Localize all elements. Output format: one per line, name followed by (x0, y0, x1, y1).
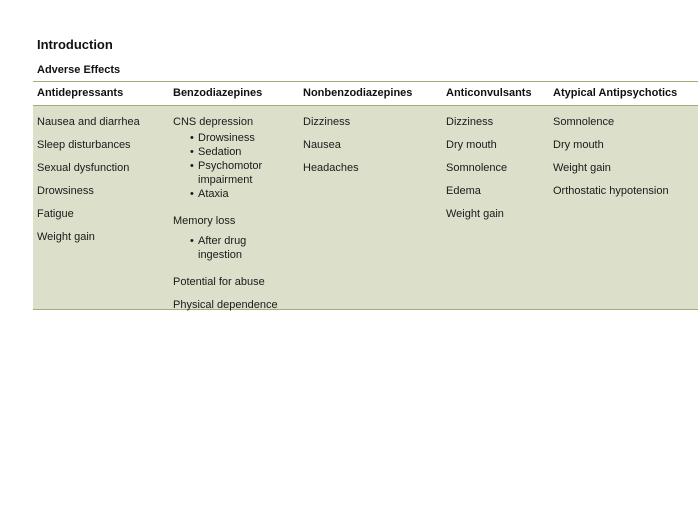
bullet-continuation: impairment (198, 174, 253, 186)
bullet-icon: • (190, 160, 194, 172)
bullet-icon: • (190, 146, 194, 158)
table-header-row (33, 81, 698, 106)
table-cell: Potential for abuse (173, 276, 265, 288)
bullet-icon: • (190, 235, 194, 247)
table-cell: Physical dependence (173, 299, 278, 311)
table-cell: Somnolence (446, 162, 508, 174)
table-cell: Orthostatic hypotension (553, 185, 669, 197)
table-cell: Nausea and diarrhea (37, 116, 140, 128)
table-cell: CNS depression (173, 116, 254, 128)
table-cell: Weight gain (446, 208, 504, 220)
table-cell: Dry mouth (446, 139, 497, 151)
table-cell: Headaches (303, 162, 359, 174)
bullet-icon: • (190, 132, 194, 144)
bullet-continuation: ingestion (198, 249, 243, 261)
table-cell: Memory loss (173, 215, 236, 227)
table-cell: Dizziness (303, 116, 351, 128)
bullet-list-item: • Psychomotor (190, 160, 263, 172)
header-benzodiazepines: Benzodiazepines (173, 87, 263, 99)
bullet-list-item: • Drowsiness (190, 132, 255, 144)
bullet-icon: • (190, 188, 194, 200)
table-cell: Dry mouth (553, 139, 604, 151)
table-cell: Weight gain (553, 162, 611, 174)
table-cell: Fatigue (37, 208, 74, 220)
table-cell: Somnolence (553, 116, 615, 128)
header-antidepressants: Antidepressants (37, 87, 124, 99)
table-cell: Sexual dysfunction (37, 162, 130, 174)
table-body (33, 106, 698, 310)
table-cell: Weight gain (37, 231, 95, 243)
header-nonbenzodiazepines: Nonbenzodiazepines (303, 87, 413, 99)
bullet-list-item: • After drug (190, 235, 247, 247)
header-anticonvulsants: Anticonvulsants (446, 87, 532, 99)
table-cell: Dizziness (446, 116, 494, 128)
adverse-effects-table (33, 81, 698, 310)
bullet-list-item: • Ataxia (190, 188, 229, 200)
table-cell: Sleep disturbances (37, 139, 131, 151)
bullet-list-item: • Sedation (190, 146, 242, 158)
slide-title: Introduction (37, 37, 113, 52)
slide-subtitle: Adverse Effects (37, 64, 121, 76)
table-cell: Nausea (303, 139, 341, 151)
header-atypical-antipsychotics: Atypical Antipsychotics (553, 87, 678, 99)
table-cell: Drowsiness (37, 185, 94, 197)
table-cell: Edema (446, 185, 481, 197)
